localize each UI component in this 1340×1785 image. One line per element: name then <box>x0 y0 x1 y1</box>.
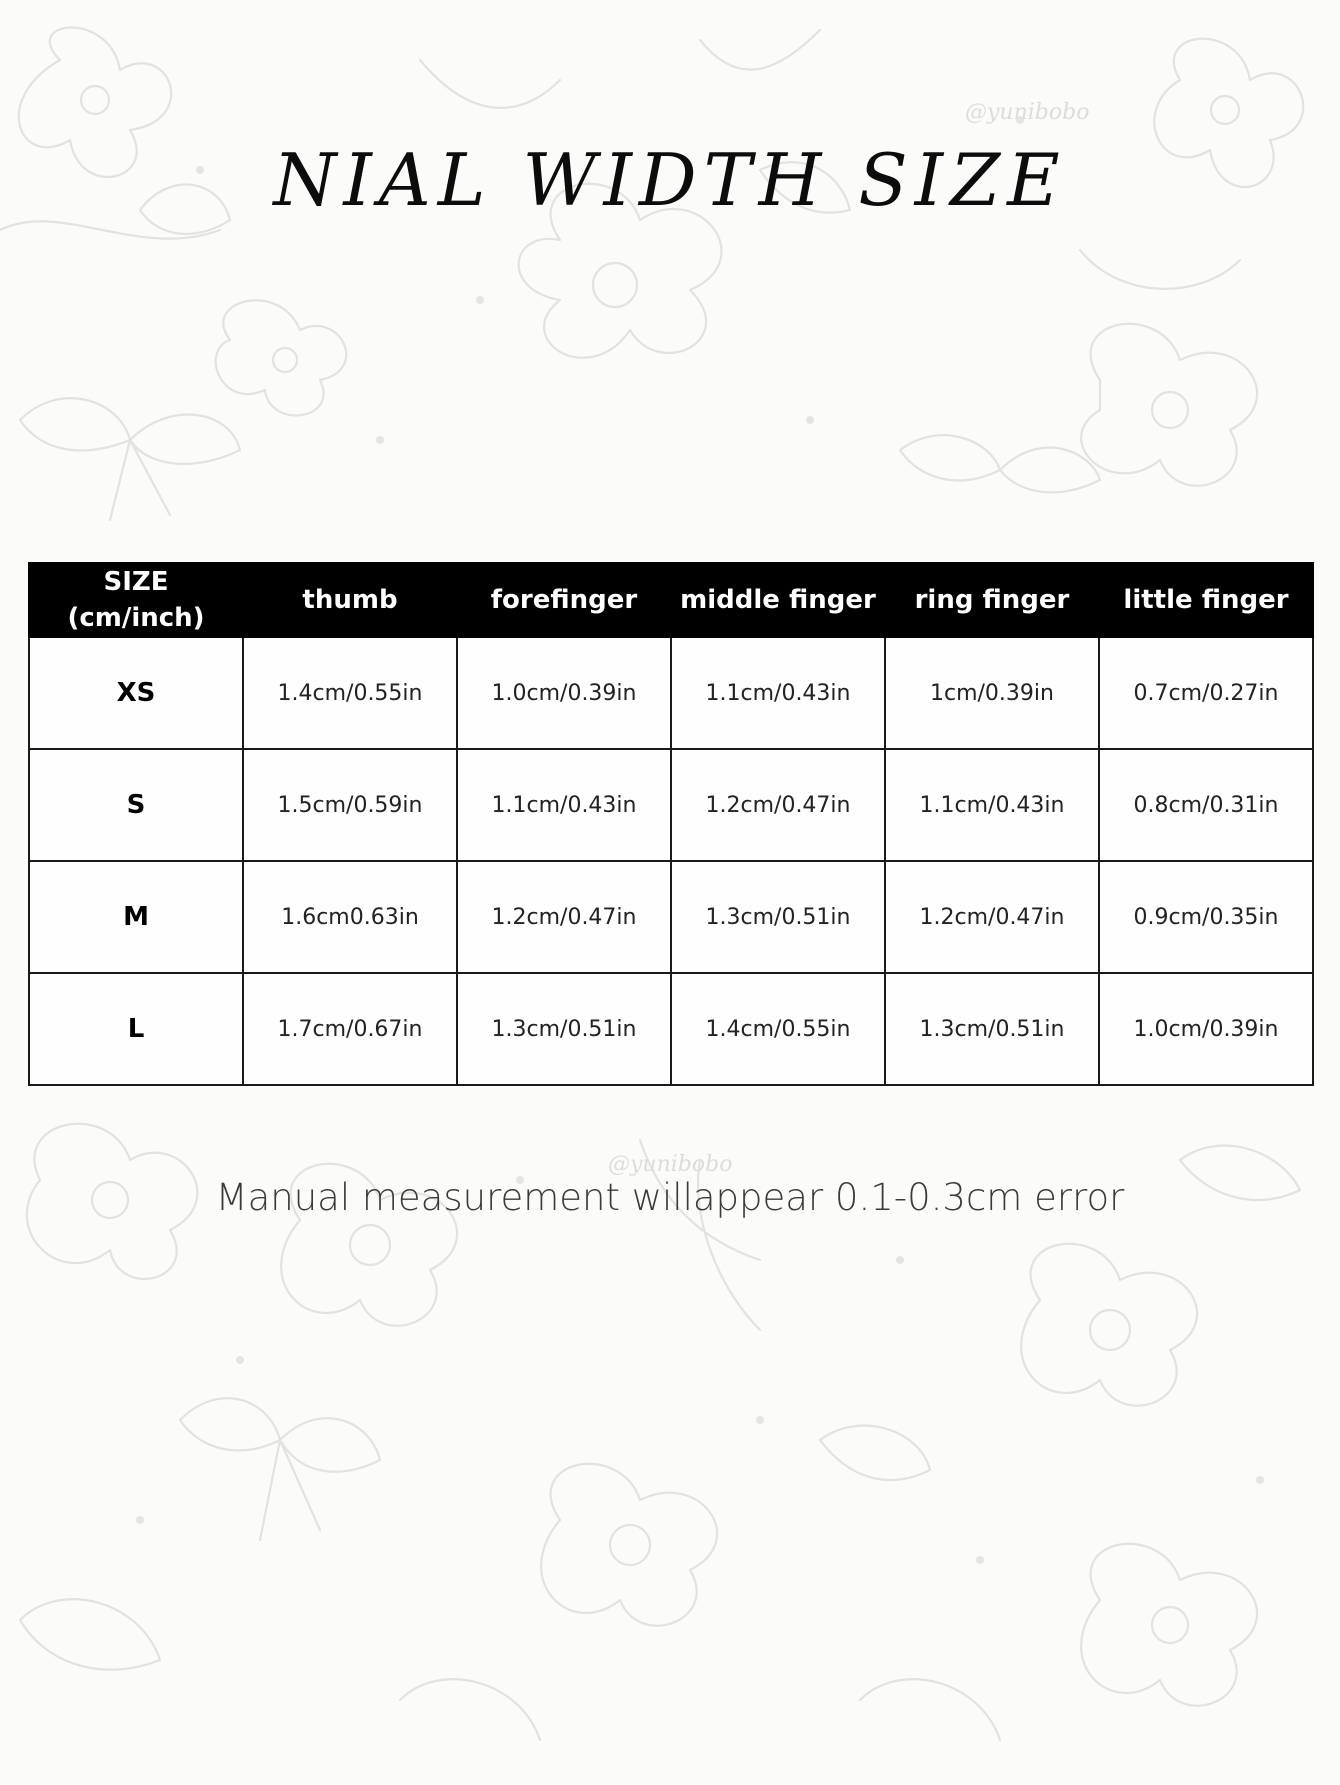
column-header-size <box>29 563 243 637</box>
table-cell: 1.2cm/0.47in <box>885 861 1099 973</box>
table-cell: 0.8cm/0.31in <box>1099 749 1313 861</box>
column-header-middle-finger: middle finger <box>671 563 885 637</box>
column-header-ring-finger: ring finger <box>885 563 1099 637</box>
size-label: L <box>29 973 243 1085</box>
table-row <box>29 637 1313 749</box>
table-cell: 1.1cm/0.43in <box>671 637 885 749</box>
table-cell: 1.0cm/0.39in <box>457 637 671 749</box>
measurement-note: Manual measurement willappear 0.1-0.3cm error <box>215 1176 1125 1219</box>
column-header-forefinger: forefinger <box>457 563 671 637</box>
watermark: @yunibobo <box>965 100 1090 125</box>
table-cell: 1.3cm/0.51in <box>457 973 671 1085</box>
table-cell: 0.9cm/0.35in <box>1099 861 1313 973</box>
page-title: NIAL WIDTH SIZE <box>273 138 1067 222</box>
column-header-little-finger: little finger <box>1099 563 1313 637</box>
table-cell: 1.1cm/0.43in <box>885 749 1099 861</box>
table-row <box>29 861 1313 973</box>
table-cell: 1.4cm/0.55in <box>243 637 457 749</box>
watermark: @yunibobo <box>608 1152 733 1177</box>
table-cell: 1.5cm/0.59in <box>243 749 457 861</box>
size-chart-table <box>28 562 1314 1086</box>
size-header-unit: (cm/inch) <box>67 603 205 633</box>
table-row <box>29 973 1313 1085</box>
size-label: S <box>29 749 243 861</box>
table-cell: 1.2cm/0.47in <box>671 749 885 861</box>
table-cell: 1.1cm/0.43in <box>457 749 671 861</box>
table-row <box>29 749 1313 861</box>
size-header-label: SIZE <box>103 567 169 597</box>
size-label: XS <box>29 637 243 749</box>
table-cell: 0.7cm/0.27in <box>1099 637 1313 749</box>
column-header-thumb: thumb <box>243 563 457 637</box>
table-cell: 1.4cm/0.55in <box>671 973 885 1085</box>
size-label: M <box>29 861 243 973</box>
table-header-row <box>29 563 1313 637</box>
table-cell: 1.2cm/0.47in <box>457 861 671 973</box>
table-cell: 1cm/0.39in <box>885 637 1099 749</box>
table-cell: 1.6cm0.63in <box>243 861 457 973</box>
table-cell: 1.3cm/0.51in <box>671 861 885 973</box>
table-cell: 1.7cm/0.67in <box>243 973 457 1085</box>
table-cell: 1.3cm/0.51in <box>885 973 1099 1085</box>
table-cell: 1.0cm/0.39in <box>1099 973 1313 1085</box>
